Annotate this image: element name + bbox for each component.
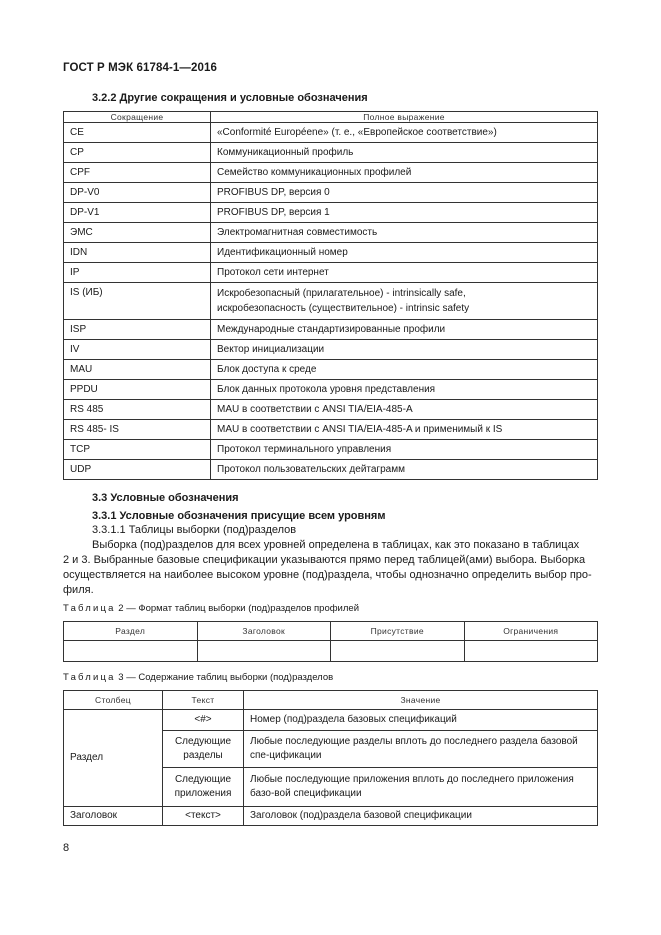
section-heading-3-3: 3.3 Условные обозначения — [92, 492, 239, 504]
abbr-cell: CE — [64, 123, 211, 143]
expansion-cell — [211, 283, 598, 320]
abbr-cell: DP-V0 — [64, 183, 211, 203]
expansion-cell: MAU в соответствии с ANSI TIA/EIA-485-A — [211, 400, 598, 420]
empty-cell — [64, 641, 198, 662]
abbr-cell: IDN — [64, 243, 211, 263]
table-row — [64, 243, 598, 263]
abbr-cell: IS (ИБ) — [64, 283, 211, 320]
table-row — [64, 320, 598, 340]
table-row — [64, 340, 598, 360]
value-cell: Любые последующие приложения вплоть до последнего приложения базо-вой спецификации — [244, 768, 598, 807]
selection-table-contents — [63, 690, 598, 826]
text-cell: Следующие приложения — [163, 768, 244, 807]
table-row — [64, 400, 598, 420]
abbr-cell: CPF — [64, 163, 211, 183]
expansion-cell: Вектор инициализации — [211, 340, 598, 360]
text-cell: Следующие разделы — [163, 731, 244, 768]
value-cell: Любые последующие разделы вплоть до последнего раздела базовой спе-цификации — [244, 731, 598, 768]
empty-cell — [464, 641, 598, 662]
column-header-column: Столбец — [64, 691, 163, 710]
section-heading-3-2-2: 3.2.2 Другие сокращения и условные обозначения — [92, 92, 368, 104]
abbr-cell: UDP — [64, 460, 211, 480]
expansion-cell: Протокол сети интернет — [211, 263, 598, 283]
abbr-cell: CP — [64, 143, 211, 163]
row-group-label: Раздел — [64, 710, 163, 807]
paragraph-line: 2 и 3. Выбранные базовые спецификации указываются прямо перед таблицей(ами) выбора. Выборка — [63, 554, 586, 566]
expansion-cell: Идентификационный номер — [211, 243, 598, 263]
table-row — [64, 263, 598, 283]
expansion-cell: PROFIBUS DP, версия 1 — [211, 203, 598, 223]
expansion-cell: Международные стандартизированные профили — [211, 320, 598, 340]
expansion-cell: Коммуникационный профиль — [211, 143, 598, 163]
paragraph-line: Выборка (под)разделов для всех уровней определена в таблицах, как это показано в таблицах — [92, 539, 580, 551]
table-row — [64, 203, 598, 223]
abbr-cell: ЭМС — [64, 223, 211, 243]
column-header-text: Текст — [163, 691, 244, 710]
paragraph-line: осуществляется на наиболее высоком уровне (под)раздела, чтобы однозначно определить выбор про- — [63, 569, 592, 581]
abbreviations-table — [63, 111, 598, 480]
expansion-cell: Электромагнитная совместимость — [211, 223, 598, 243]
column-cell: Заголовок — [64, 807, 163, 826]
table-row — [64, 440, 598, 460]
table-3-caption — [63, 672, 333, 683]
caption-text: 2 — Формат таблиц выборки (под)разделов профилей — [115, 603, 359, 614]
caption-word: Таблица — [63, 603, 116, 614]
table-row — [64, 710, 598, 731]
table-row — [64, 380, 598, 400]
text-cell: <#> — [163, 710, 244, 731]
expansion-line: искробезопасность (существительное) - intrinsic safety — [217, 303, 470, 314]
section-heading-3-3-1: 3.3.1 Условные обозначения присущие всем уровням — [92, 510, 386, 522]
column-header-full-expression: Полное выражение — [211, 112, 598, 123]
table-row — [64, 807, 598, 826]
table-row — [64, 183, 598, 203]
table-2-caption — [63, 603, 359, 614]
expansion-cell: «Conformité Européene» (т. е., «Европейское соответствие») — [211, 123, 598, 143]
table-row — [64, 283, 598, 320]
caption-text: 3 — Содержание таблиц выборки (под)разделов — [115, 672, 334, 683]
empty-cell — [197, 641, 331, 662]
expansion-cell: MAU в соответствии с ANSI TIA/EIA-485-A и применимый к IS — [211, 420, 598, 440]
abbr-cell: MAU — [64, 360, 211, 380]
table-row — [64, 223, 598, 243]
expansion-cell: Протокол пользовательских дейтаграмм — [211, 460, 598, 480]
section-heading-3-3-1-1: 3.3.1.1 Таблицы выборки (под)разделов — [92, 524, 297, 536]
caption-word: Таблица — [63, 672, 116, 683]
page-number: 8 — [63, 842, 70, 854]
paragraph-line: филя. — [63, 584, 94, 596]
expansion-cell: Блок данных протокола уровня представления — [211, 380, 598, 400]
table-row — [64, 123, 598, 143]
table-row — [64, 360, 598, 380]
abbr-cell: RS 485 — [64, 400, 211, 420]
table-header-row — [64, 691, 598, 710]
column-header-abbreviation: Сокращение — [64, 112, 211, 123]
document-header: ГОСТ Р МЭК 61784-1—2016 — [63, 62, 217, 74]
abbr-cell: IV — [64, 340, 211, 360]
table-row — [64, 420, 598, 440]
column-header-presence: Присутствие — [331, 622, 465, 641]
table-header-row — [64, 622, 598, 641]
abbr-cell: TCP — [64, 440, 211, 460]
abbr-cell: PPDU — [64, 380, 211, 400]
text-cell: <текст> — [163, 807, 244, 826]
expansion-cell: Протокол терминального управления — [211, 440, 598, 460]
column-header-section: Раздел — [64, 622, 198, 641]
value-cell: Заголовок (под)раздела базовой спецификации — [244, 807, 598, 826]
empty-cell — [331, 641, 465, 662]
expansion-cell: Блок доступа к среде — [211, 360, 598, 380]
table-row — [64, 641, 598, 662]
column-header-value: Значение — [244, 691, 598, 710]
selection-table-format — [63, 621, 598, 662]
abbr-cell: ISP — [64, 320, 211, 340]
abbr-cell: DP-V1 — [64, 203, 211, 223]
expansion-line: Искробезопасный (прилагательное) - intrinsically safe, — [217, 288, 466, 299]
column-header-title: Заголовок — [197, 622, 331, 641]
table-row — [64, 143, 598, 163]
table-header-row — [64, 112, 598, 123]
table-row — [64, 460, 598, 480]
expansion-cell: Семейство коммуникационных профилей — [211, 163, 598, 183]
value-cell: Номер (под)раздела базовых спецификаций — [244, 710, 598, 731]
abbr-cell: RS 485- IS — [64, 420, 211, 440]
abbr-cell: IP — [64, 263, 211, 283]
column-header-constraints: Ограничения — [464, 622, 598, 641]
table-row — [64, 163, 598, 183]
expansion-cell: PROFIBUS DP, версия 0 — [211, 183, 598, 203]
